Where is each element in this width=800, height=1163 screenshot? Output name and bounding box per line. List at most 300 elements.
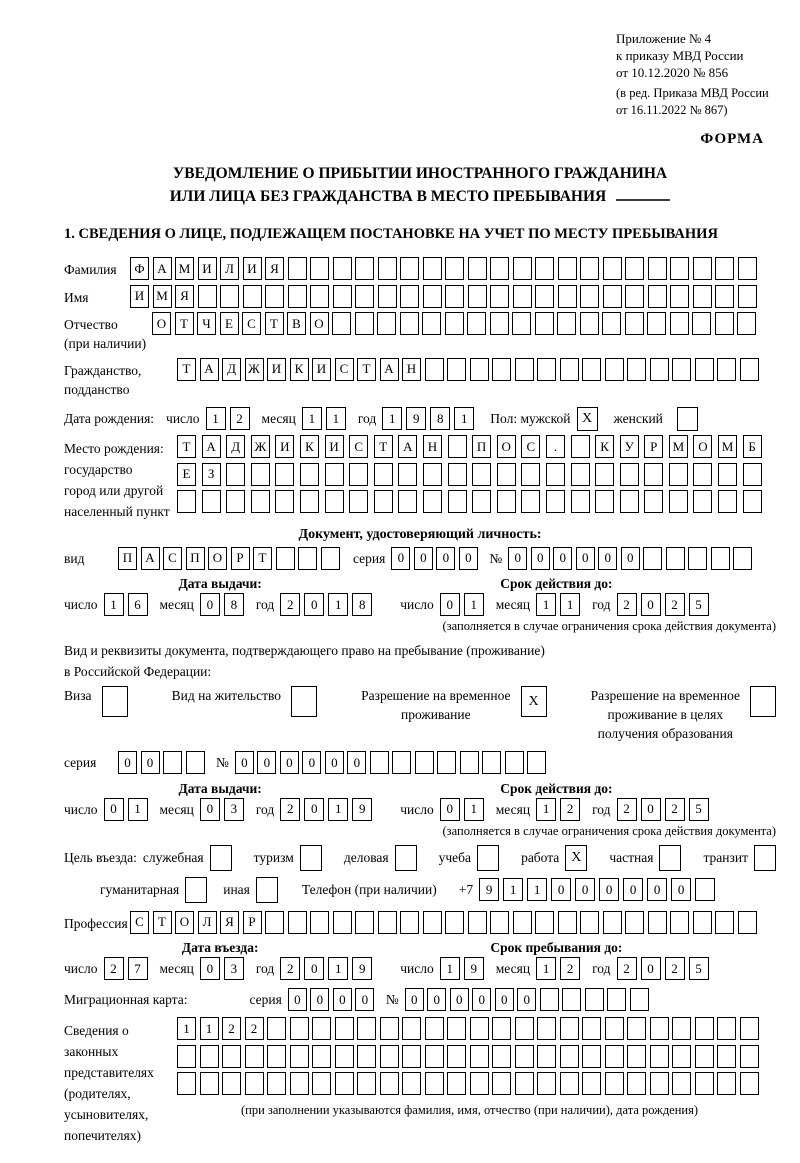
doc-type-boxes-cell[interactable] xyxy=(276,547,295,570)
birth-year-boxes-cell[interactable]: 9 xyxy=(406,407,426,430)
surname-boxes-cell[interactable] xyxy=(333,257,352,280)
representatives-row2-boxes-cell[interactable] xyxy=(402,1045,421,1068)
doc-type-boxes-cell[interactable]: П xyxy=(186,547,205,570)
doc-series-boxes-cell[interactable]: 0 xyxy=(391,547,410,570)
patronymic-boxes-cell[interactable]: С xyxy=(242,312,261,335)
residence-number-boxes-cell[interactable] xyxy=(460,751,479,774)
birth-place-row3-boxes-cell[interactable] xyxy=(595,490,614,513)
identity-issue-month-boxes-cell[interactable]: 0 xyxy=(200,593,220,616)
representatives-row3-boxes-cell[interactable] xyxy=(312,1072,331,1095)
migration-number-boxes-cell[interactable]: 0 xyxy=(427,988,446,1011)
representatives-row3-boxes-cell[interactable] xyxy=(740,1072,759,1095)
representatives-row3-boxes-cell[interactable] xyxy=(717,1072,736,1095)
phone-boxes-cell[interactable] xyxy=(695,878,715,901)
birth-place-row3-boxes-cell[interactable] xyxy=(226,490,245,513)
residence-valid-month-boxes-cell[interactable]: 2 xyxy=(560,798,580,821)
representatives-row1-boxes-cell[interactable] xyxy=(627,1017,646,1040)
entry-year-boxes-cell[interactable]: 0 xyxy=(304,957,324,980)
given-name-boxes-cell[interactable] xyxy=(378,285,397,308)
birth-place-row1-boxes-cell[interactable]: У xyxy=(620,435,639,458)
given-name-boxes-cell[interactable] xyxy=(738,285,757,308)
phone-boxes-cell[interactable]: 0 xyxy=(671,878,691,901)
surname-boxes-cell[interactable] xyxy=(468,257,487,280)
birth-place-row1-boxes-cell[interactable]: Б xyxy=(743,435,762,458)
patronymic-boxes-cell[interactable] xyxy=(602,312,621,335)
identity-valid-month-boxes-cell[interactable]: 1 xyxy=(560,593,580,616)
purpose-other-checkbox[interactable] xyxy=(256,877,278,903)
given-name-boxes-cell[interactable]: М xyxy=(153,285,172,308)
identity-valid-day-boxes-cell[interactable]: 0 xyxy=(440,593,460,616)
residence-number-boxes-cell[interactable] xyxy=(370,751,389,774)
birth-month-boxes-cell[interactable]: 1 xyxy=(302,407,322,430)
birth-place-row1-boxes-cell[interactable]: Ж xyxy=(251,435,270,458)
phone-boxes-cell[interactable]: 0 xyxy=(551,878,571,901)
phone-boxes-cell[interactable]: 0 xyxy=(575,878,595,901)
representatives-row3-boxes-cell[interactable] xyxy=(560,1072,579,1095)
surname-boxes-cell[interactable] xyxy=(513,257,532,280)
residence-number-boxes-cell[interactable] xyxy=(415,751,434,774)
representatives-row3-boxes-cell[interactable] xyxy=(582,1072,601,1095)
profession-boxes-cell[interactable]: Я xyxy=(220,911,239,934)
representatives-row3-boxes-cell[interactable] xyxy=(537,1072,556,1095)
birth-place-row2-boxes-cell[interactable] xyxy=(398,463,417,486)
doc-series-boxes-cell[interactable]: 0 xyxy=(459,547,478,570)
representatives-row2-boxes-cell[interactable] xyxy=(267,1045,286,1068)
birth-place-row3-boxes-cell[interactable] xyxy=(275,490,294,513)
given-name-boxes-cell[interactable]: Я xyxy=(175,285,194,308)
patronymic-boxes-cell[interactable] xyxy=(647,312,666,335)
given-name-boxes-cell[interactable] xyxy=(288,285,307,308)
birth-place-row3-boxes-cell[interactable] xyxy=(398,490,417,513)
migration-number-boxes-cell[interactable] xyxy=(585,988,604,1011)
surname-boxes-cell[interactable] xyxy=(310,257,329,280)
representatives-row2-boxes-cell[interactable] xyxy=(425,1045,444,1068)
residence-series-boxes-cell[interactable]: 0 xyxy=(118,751,137,774)
representatives-row3-boxes-cell[interactable] xyxy=(672,1072,691,1095)
representatives-row3-boxes-cell[interactable] xyxy=(447,1072,466,1095)
birth-place-row2-boxes-cell[interactable] xyxy=(275,463,294,486)
surname-boxes-cell[interactable] xyxy=(715,257,734,280)
birth-month-boxes-cell[interactable]: 1 xyxy=(326,407,346,430)
patronymic-boxes-cell[interactable] xyxy=(490,312,509,335)
birth-place-row3-boxes-cell[interactable] xyxy=(521,490,540,513)
profession-boxes-cell[interactable]: Р xyxy=(243,911,262,934)
birth-place-row1-boxes-cell[interactable]: С xyxy=(349,435,368,458)
representatives-row1-boxes-cell[interactable] xyxy=(380,1017,399,1040)
birth-place-row2-boxes-cell[interactable] xyxy=(423,463,442,486)
representatives-row3-boxes-cell[interactable] xyxy=(177,1072,196,1095)
representatives-row2-boxes-cell[interactable] xyxy=(447,1045,466,1068)
doc-type-boxes-cell[interactable]: С xyxy=(163,547,182,570)
representatives-row1-boxes-cell[interactable] xyxy=(312,1017,331,1040)
purpose-private-checkbox[interactable] xyxy=(659,845,681,871)
profession-boxes-cell[interactable] xyxy=(423,911,442,934)
patronymic-boxes-cell[interactable] xyxy=(692,312,711,335)
residence-series-boxes-cell[interactable] xyxy=(186,751,205,774)
birth-place-row1-boxes-cell[interactable]: С xyxy=(521,435,540,458)
surname-boxes-cell[interactable]: М xyxy=(175,257,194,280)
patronymic-boxes-cell[interactable] xyxy=(737,312,756,335)
residence-issue-year-boxes-cell[interactable]: 1 xyxy=(328,798,348,821)
stay-year-boxes-cell[interactable]: 2 xyxy=(617,957,637,980)
surname-boxes-cell[interactable] xyxy=(490,257,509,280)
representatives-row1-boxes-cell[interactable]: 1 xyxy=(177,1017,196,1040)
patronymic-boxes-cell[interactable] xyxy=(422,312,441,335)
residence-series-boxes-cell[interactable] xyxy=(163,751,182,774)
representatives-row1-boxes-cell[interactable] xyxy=(470,1017,489,1040)
entry-month-boxes-cell[interactable]: 3 xyxy=(224,957,244,980)
residence-valid-month-boxes-cell[interactable]: 1 xyxy=(536,798,556,821)
doc-type-boxes-cell[interactable]: А xyxy=(141,547,160,570)
representatives-row1-boxes-cell[interactable] xyxy=(560,1017,579,1040)
patronymic-boxes-cell[interactable] xyxy=(557,312,576,335)
representatives-row1-boxes-cell[interactable] xyxy=(267,1017,286,1040)
birth-place-row1-boxes-cell[interactable]: . xyxy=(546,435,565,458)
birth-place-row1-boxes-cell[interactable]: Р xyxy=(644,435,663,458)
profession-boxes-cell[interactable] xyxy=(715,911,734,934)
doc-number-boxes-cell[interactable]: 0 xyxy=(508,547,527,570)
given-name-boxes-cell[interactable] xyxy=(603,285,622,308)
entry-year-boxes-cell[interactable]: 1 xyxy=(328,957,348,980)
migration-number-boxes-cell[interactable]: 0 xyxy=(450,988,469,1011)
given-name-boxes-cell[interactable] xyxy=(265,285,284,308)
given-name-boxes-cell[interactable] xyxy=(468,285,487,308)
birth-place-row3-boxes-cell[interactable] xyxy=(423,490,442,513)
stay-month-boxes-cell[interactable]: 1 xyxy=(536,957,556,980)
representatives-row1-boxes-cell[interactable] xyxy=(717,1017,736,1040)
citizenship-boxes-cell[interactable] xyxy=(582,358,601,381)
identity-issue-year-boxes-cell[interactable]: 8 xyxy=(352,593,372,616)
birth-place-row2-boxes-cell[interactable] xyxy=(743,463,762,486)
identity-valid-year-boxes-cell[interactable]: 0 xyxy=(641,593,661,616)
representatives-row1-boxes-cell[interactable] xyxy=(290,1017,309,1040)
given-name-boxes-cell[interactable] xyxy=(670,285,689,308)
phone-boxes-cell[interactable]: 0 xyxy=(647,878,667,901)
citizenship-boxes-cell[interactable]: И xyxy=(312,358,331,381)
residence-valid-year-boxes-cell[interactable]: 2 xyxy=(617,798,637,821)
phone-boxes-cell[interactable]: 0 xyxy=(623,878,643,901)
residence-valid-year-boxes-cell[interactable]: 2 xyxy=(665,798,685,821)
birth-place-row2-boxes-cell[interactable] xyxy=(521,463,540,486)
residence-number-boxes-cell[interactable] xyxy=(527,751,546,774)
patronymic-boxes-cell[interactable]: О xyxy=(310,312,329,335)
doc-type-boxes-cell[interactable] xyxy=(298,547,317,570)
purpose-work-checkbox[interactable]: X xyxy=(565,845,587,871)
citizenship-boxes-cell[interactable] xyxy=(627,358,646,381)
representatives-row2-boxes-cell[interactable] xyxy=(245,1045,264,1068)
citizenship-boxes-cell[interactable] xyxy=(740,358,759,381)
citizenship-boxes-cell[interactable] xyxy=(492,358,511,381)
birth-place-row1-boxes-cell[interactable]: К xyxy=(595,435,614,458)
birth-place-row1-boxes-cell[interactable]: П xyxy=(472,435,491,458)
given-name-boxes-cell[interactable] xyxy=(535,285,554,308)
stay-year-boxes-cell[interactable]: 2 xyxy=(665,957,685,980)
migration-series-boxes-cell[interactable]: 0 xyxy=(355,988,374,1011)
birth-place-row1-boxes-cell[interactable]: О xyxy=(497,435,516,458)
doc-number-boxes-cell[interactable]: 0 xyxy=(621,547,640,570)
surname-boxes-cell[interactable]: Ф xyxy=(130,257,149,280)
residence-issue-month-boxes-cell[interactable]: 0 xyxy=(200,798,220,821)
given-name-boxes-cell[interactable] xyxy=(423,285,442,308)
representatives-row3-boxes-cell[interactable] xyxy=(402,1072,421,1095)
residence-number-boxes-cell[interactable] xyxy=(482,751,501,774)
birth-place-row1-boxes-cell[interactable]: К xyxy=(300,435,319,458)
doc-number-boxes-cell[interactable] xyxy=(711,547,730,570)
profession-boxes-cell[interactable] xyxy=(490,911,509,934)
representatives-row2-boxes-cell[interactable] xyxy=(222,1045,241,1068)
sex-female-checkbox[interactable] xyxy=(677,407,698,431)
patronymic-boxes-cell[interactable] xyxy=(445,312,464,335)
given-name-boxes-cell[interactable] xyxy=(490,285,509,308)
entry-month-boxes-cell[interactable]: 0 xyxy=(200,957,220,980)
birth-place-row3-boxes-cell[interactable] xyxy=(300,490,319,513)
representatives-row1-boxes-cell[interactable]: 2 xyxy=(245,1017,264,1040)
entry-year-boxes-cell[interactable]: 2 xyxy=(280,957,300,980)
patronymic-boxes-cell[interactable]: Т xyxy=(175,312,194,335)
identity-issue-year-boxes-cell[interactable]: 0 xyxy=(304,593,324,616)
surname-boxes-cell[interactable] xyxy=(580,257,599,280)
sex-male-checkbox[interactable]: X xyxy=(577,407,598,431)
birth-day-boxes-cell[interactable]: 2 xyxy=(230,407,250,430)
patronymic-boxes-cell[interactable] xyxy=(355,312,374,335)
birth-place-row2-boxes-cell[interactable] xyxy=(325,463,344,486)
representatives-row1-boxes-cell[interactable] xyxy=(447,1017,466,1040)
representatives-row2-boxes-cell[interactable] xyxy=(650,1045,669,1068)
birth-place-row1-boxes-cell[interactable]: Д xyxy=(226,435,245,458)
birth-place-row3-boxes-cell[interactable] xyxy=(571,490,590,513)
surname-boxes-cell[interactable] xyxy=(423,257,442,280)
profession-boxes-cell[interactable] xyxy=(288,911,307,934)
profession-boxes-cell[interactable] xyxy=(580,911,599,934)
birth-place-row1-boxes-cell[interactable]: М xyxy=(669,435,688,458)
residence-issue-day-boxes-cell[interactable]: 1 xyxy=(128,798,148,821)
profession-boxes-cell[interactable] xyxy=(535,911,554,934)
citizenship-boxes-cell[interactable] xyxy=(717,358,736,381)
patronymic-boxes-cell[interactable]: В xyxy=(287,312,306,335)
representatives-row1-boxes-cell[interactable] xyxy=(695,1017,714,1040)
residence-number-boxes-cell[interactable]: 0 xyxy=(302,751,321,774)
migration-series-boxes-cell[interactable]: 0 xyxy=(288,988,307,1011)
representatives-row3-boxes-cell[interactable] xyxy=(515,1072,534,1095)
given-name-boxes-cell[interactable] xyxy=(220,285,239,308)
representatives-row3-boxes-cell[interactable] xyxy=(650,1072,669,1095)
profession-boxes-cell[interactable] xyxy=(670,911,689,934)
citizenship-boxes-cell[interactable]: И xyxy=(267,358,286,381)
purpose-tourism-checkbox[interactable] xyxy=(300,845,322,871)
profession-boxes-cell[interactable] xyxy=(558,911,577,934)
doc-series-boxes-cell[interactable]: 0 xyxy=(414,547,433,570)
residence-valid-year-boxes-cell[interactable]: 5 xyxy=(689,798,709,821)
birth-year-boxes-cell[interactable]: 1 xyxy=(382,407,402,430)
entry-day-boxes-cell[interactable]: 7 xyxy=(128,957,148,980)
stay-day-boxes-cell[interactable]: 1 xyxy=(440,957,460,980)
surname-boxes-cell[interactable]: И xyxy=(198,257,217,280)
migration-number-boxes-cell[interactable]: 0 xyxy=(472,988,491,1011)
residence-number-boxes-cell[interactable]: 0 xyxy=(325,751,344,774)
representatives-row2-boxes-cell[interactable] xyxy=(335,1045,354,1068)
profession-boxes-cell[interactable] xyxy=(513,911,532,934)
representatives-row3-boxes-cell[interactable] xyxy=(470,1072,489,1095)
representatives-row3-boxes-cell[interactable] xyxy=(425,1072,444,1095)
profession-boxes-cell[interactable] xyxy=(265,911,284,934)
birth-place-row2-boxes-cell[interactable] xyxy=(374,463,393,486)
surname-boxes-cell[interactable] xyxy=(693,257,712,280)
identity-valid-year-boxes-cell[interactable]: 2 xyxy=(665,593,685,616)
surname-boxes-cell[interactable] xyxy=(648,257,667,280)
given-name-boxes-cell[interactable] xyxy=(400,285,419,308)
representatives-row3-boxes-cell[interactable] xyxy=(222,1072,241,1095)
given-name-boxes-cell[interactable] xyxy=(355,285,374,308)
representatives-row3-boxes-cell[interactable] xyxy=(627,1072,646,1095)
doc-number-boxes-cell[interactable]: 0 xyxy=(553,547,572,570)
doc-number-boxes-cell[interactable] xyxy=(688,547,707,570)
patronymic-boxes-cell[interactable] xyxy=(715,312,734,335)
profession-boxes-cell[interactable] xyxy=(400,911,419,934)
birth-place-row3-boxes-cell[interactable] xyxy=(177,490,196,513)
birth-place-row1-boxes-cell[interactable]: И xyxy=(275,435,294,458)
representatives-row1-boxes-cell[interactable] xyxy=(672,1017,691,1040)
profession-boxes-cell[interactable] xyxy=(310,911,329,934)
representatives-row3-boxes-cell[interactable] xyxy=(290,1072,309,1095)
identity-valid-day-boxes-cell[interactable]: 1 xyxy=(464,593,484,616)
representatives-row2-boxes-cell[interactable] xyxy=(627,1045,646,1068)
birth-place-row3-boxes-cell[interactable] xyxy=(374,490,393,513)
migration-number-boxes-cell[interactable]: 0 xyxy=(405,988,424,1011)
doc-number-boxes-cell[interactable] xyxy=(643,547,662,570)
residence-valid-day-boxes-cell[interactable]: 1 xyxy=(464,798,484,821)
given-name-boxes-cell[interactable] xyxy=(243,285,262,308)
representatives-row1-boxes-cell[interactable] xyxy=(492,1017,511,1040)
representatives-row1-boxes-cell[interactable] xyxy=(605,1017,624,1040)
birth-place-row2-boxes-cell[interactable] xyxy=(644,463,663,486)
citizenship-boxes-cell[interactable] xyxy=(560,358,579,381)
representatives-row2-boxes-cell[interactable] xyxy=(605,1045,624,1068)
residence-number-boxes-cell[interactable] xyxy=(437,751,456,774)
given-name-boxes-cell[interactable] xyxy=(445,285,464,308)
representatives-row2-boxes-cell[interactable] xyxy=(380,1045,399,1068)
given-name-boxes-cell[interactable] xyxy=(648,285,667,308)
doc-number-boxes-cell[interactable]: 0 xyxy=(598,547,617,570)
given-name-boxes-cell[interactable] xyxy=(333,285,352,308)
birth-place-row1-boxes-cell[interactable]: А xyxy=(202,435,221,458)
birth-place-row1-boxes-cell[interactable]: Т xyxy=(374,435,393,458)
surname-boxes-cell[interactable] xyxy=(625,257,644,280)
birth-place-row2-boxes-cell[interactable] xyxy=(571,463,590,486)
migration-number-boxes-cell[interactable] xyxy=(607,988,626,1011)
birth-place-row3-boxes-cell[interactable] xyxy=(325,490,344,513)
citizenship-boxes-cell[interactable] xyxy=(425,358,444,381)
representatives-row3-boxes-cell[interactable] xyxy=(605,1072,624,1095)
birth-place-row2-boxes-cell[interactable] xyxy=(693,463,712,486)
given-name-boxes-cell[interactable] xyxy=(513,285,532,308)
patronymic-boxes-cell[interactable]: Е xyxy=(220,312,239,335)
residence-number-boxes-cell[interactable]: 0 xyxy=(257,751,276,774)
profession-boxes-cell[interactable] xyxy=(333,911,352,934)
birth-place-row3-boxes-cell[interactable] xyxy=(718,490,737,513)
birth-place-row3-boxes-cell[interactable] xyxy=(202,490,221,513)
profession-boxes-cell[interactable] xyxy=(625,911,644,934)
citizenship-boxes-cell[interactable] xyxy=(695,358,714,381)
residence-issue-day-boxes-cell[interactable]: 0 xyxy=(104,798,124,821)
citizenship-boxes-cell[interactable] xyxy=(650,358,669,381)
representatives-row1-boxes-cell[interactable] xyxy=(582,1017,601,1040)
citizenship-boxes-cell[interactable] xyxy=(537,358,556,381)
representatives-row1-boxes-cell[interactable]: 1 xyxy=(200,1017,219,1040)
birth-place-row2-boxes-cell[interactable] xyxy=(251,463,270,486)
residence-issue-month-boxes-cell[interactable]: 3 xyxy=(224,798,244,821)
birth-place-row2-boxes-cell[interactable] xyxy=(595,463,614,486)
birth-year-boxes-cell[interactable]: 8 xyxy=(430,407,450,430)
birth-place-row3-boxes-cell[interactable] xyxy=(251,490,270,513)
representatives-row2-boxes-cell[interactable] xyxy=(290,1045,309,1068)
entry-year-boxes-cell[interactable]: 9 xyxy=(352,957,372,980)
representatives-row2-boxes-cell[interactable] xyxy=(537,1045,556,1068)
citizenship-boxes-cell[interactable]: Ж xyxy=(245,358,264,381)
profession-boxes-cell[interactable]: С xyxy=(130,911,149,934)
doc-type-boxes-cell[interactable]: П xyxy=(118,547,137,570)
patronymic-boxes-cell[interactable] xyxy=(670,312,689,335)
identity-issue-year-boxes-cell[interactable]: 1 xyxy=(328,593,348,616)
citizenship-boxes-cell[interactable] xyxy=(672,358,691,381)
birth-place-row2-boxes-cell[interactable] xyxy=(669,463,688,486)
representatives-row1-boxes-cell[interactable] xyxy=(335,1017,354,1040)
surname-boxes-cell[interactable] xyxy=(378,257,397,280)
representatives-row1-boxes-cell[interactable] xyxy=(425,1017,444,1040)
birth-place-row2-boxes-cell[interactable] xyxy=(497,463,516,486)
citizenship-boxes-cell[interactable]: Т xyxy=(357,358,376,381)
citizenship-boxes-cell[interactable]: А xyxy=(380,358,399,381)
birth-place-row1-boxes-cell[interactable]: Т xyxy=(177,435,196,458)
profession-boxes-cell[interactable] xyxy=(693,911,712,934)
birth-place-row3-boxes-cell[interactable] xyxy=(349,490,368,513)
profession-boxes-cell[interactable]: Т xyxy=(153,911,172,934)
representatives-row3-boxes-cell[interactable] xyxy=(335,1072,354,1095)
patronymic-boxes-cell[interactable]: Ч xyxy=(197,312,216,335)
migration-series-boxes-cell[interactable]: 0 xyxy=(310,988,329,1011)
temp-residence-permit-checkbox[interactable]: X xyxy=(521,686,547,717)
given-name-boxes-cell[interactable] xyxy=(625,285,644,308)
representatives-row1-boxes-cell[interactable] xyxy=(537,1017,556,1040)
identity-issue-year-boxes-cell[interactable]: 2 xyxy=(280,593,300,616)
citizenship-boxes-cell[interactable] xyxy=(605,358,624,381)
doc-type-boxes-cell[interactable]: Т xyxy=(253,547,272,570)
surname-boxes-cell[interactable] xyxy=(738,257,757,280)
representatives-row2-boxes-cell[interactable] xyxy=(740,1045,759,1068)
representatives-row3-boxes-cell[interactable] xyxy=(200,1072,219,1095)
patronymic-boxes-cell[interactable] xyxy=(580,312,599,335)
representatives-row1-boxes-cell[interactable] xyxy=(740,1017,759,1040)
birth-place-row2-boxes-cell[interactable] xyxy=(620,463,639,486)
citizenship-boxes-cell[interactable]: К xyxy=(290,358,309,381)
profession-boxes-cell[interactable] xyxy=(445,911,464,934)
purpose-transit-checkbox[interactable] xyxy=(754,845,776,871)
stay-year-boxes-cell[interactable]: 5 xyxy=(689,957,709,980)
citizenship-boxes-cell[interactable] xyxy=(470,358,489,381)
migration-number-boxes-cell[interactable] xyxy=(562,988,581,1011)
residence-number-boxes-cell[interactable] xyxy=(392,751,411,774)
temp-residence-education-checkbox[interactable] xyxy=(750,686,776,717)
patronymic-boxes-cell[interactable] xyxy=(377,312,396,335)
doc-type-boxes-cell[interactable] xyxy=(321,547,340,570)
birth-place-row2-boxes-cell[interactable] xyxy=(448,463,467,486)
patronymic-boxes-cell[interactable] xyxy=(535,312,554,335)
surname-boxes-cell[interactable] xyxy=(400,257,419,280)
phone-boxes-cell[interactable]: 1 xyxy=(527,878,547,901)
given-name-boxes-cell[interactable]: И xyxy=(130,285,149,308)
representatives-row3-boxes-cell[interactable] xyxy=(245,1072,264,1095)
residence-number-boxes-cell[interactable]: 0 xyxy=(347,751,366,774)
surname-boxes-cell[interactable]: И xyxy=(243,257,262,280)
